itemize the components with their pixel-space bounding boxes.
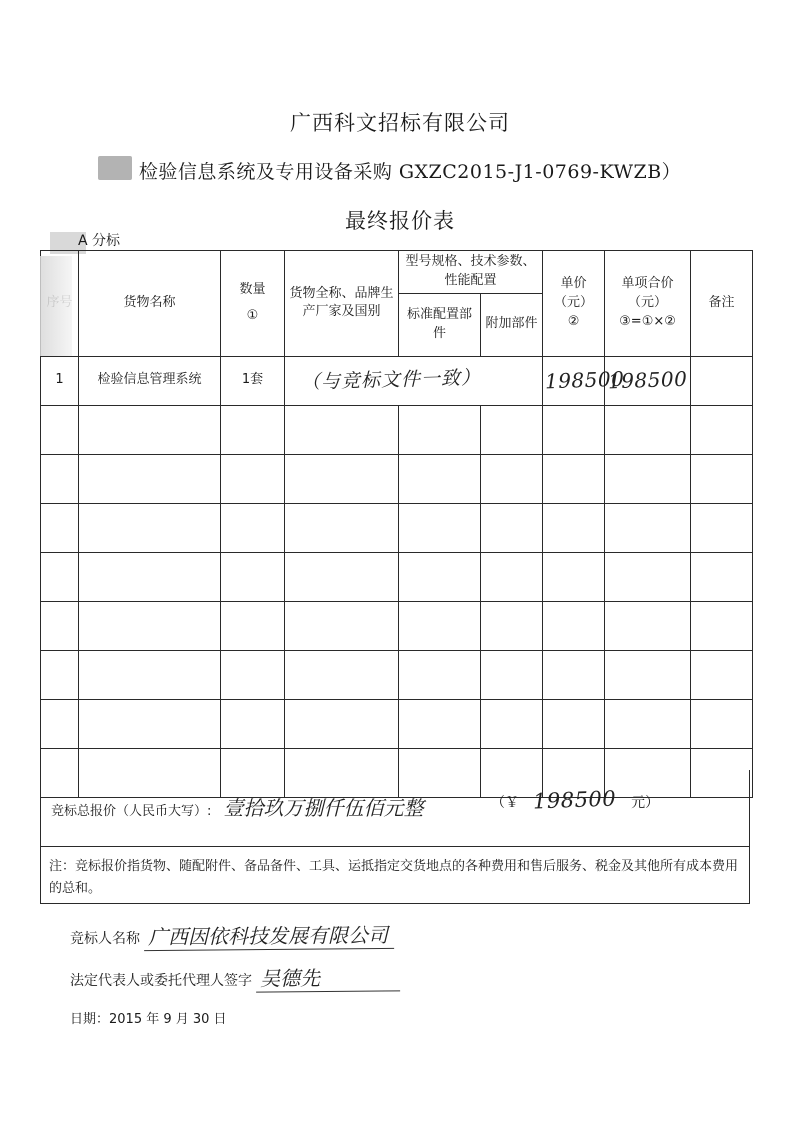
- table-row: [41, 356, 753, 405]
- cell-remarks: [691, 356, 753, 405]
- cell-quantity: 1套: [221, 356, 285, 405]
- date-line: 日期：2015 年 9 月 30 日: [70, 1012, 227, 1027]
- cell-description: [285, 356, 543, 405]
- header-goods-name: 货物名称: [79, 251, 221, 357]
- header-standard-parts: 标准配置部件: [399, 293, 481, 356]
- total-amount-words: 壹拾玖万捌仟伍佰元整: [223, 796, 424, 820]
- table-title: 最终报价表: [345, 209, 455, 233]
- header-remarks: 备注: [691, 251, 753, 357]
- project-title: 检验信息系统及专用设备采购 GXZC2015-J1-0769-KWZB）: [138, 161, 682, 183]
- total-suffix: 元）: [631, 795, 660, 811]
- table-row-empty: [41, 503, 753, 552]
- total-divider: [41, 846, 749, 847]
- table-row-empty: [41, 699, 753, 748]
- note-text: 注：竞标报价指货物、随配附件、备品备件、工具、运抵指定交货地点的各种费用和售后服务、税金及其他所有成本费用的总和。: [49, 859, 739, 896]
- scan-edge-shadow: [40, 256, 72, 356]
- table-row-empty: [41, 405, 753, 454]
- cell-unit-price: [543, 356, 625, 405]
- header-extra-parts: 附加部件: [481, 293, 543, 356]
- table-row-empty: [41, 552, 753, 601]
- header-full-name: 货物全称、品牌生产厂家及国别: [285, 251, 399, 357]
- bidder-name-handwriting: 广西因依科技发展有限公司: [144, 919, 394, 951]
- header-unit-price-mark: ②: [567, 313, 580, 329]
- cell-goods-name: 检验信息管理系统: [79, 356, 221, 405]
- representative-signature: 吴德先: [256, 961, 400, 992]
- company-title: 广西科文招标有限公司: [290, 111, 510, 135]
- total-label: 竞标总报价（人民币大写）:: [51, 804, 212, 819]
- header-spec-group: 型号规格、技术参数、性能配置: [399, 251, 543, 294]
- total-line: [51, 786, 741, 821]
- description-handwriting: （与竞标文件一致）: [300, 366, 482, 394]
- cell-line-total: [605, 356, 691, 405]
- header-line-total-mark: ③=①×②: [619, 313, 676, 329]
- total-amount-figure: [491, 788, 659, 812]
- header-line-total: [605, 251, 691, 357]
- representative-line: [70, 962, 400, 992]
- total-number: 198500: [533, 786, 618, 814]
- total-section: [40, 770, 750, 904]
- header-quantity: [221, 251, 285, 357]
- bidder-label: 竞标人名称: [70, 931, 140, 947]
- representative-label: 法定代表人或委托代理人签字: [70, 973, 252, 989]
- table-row-empty: [41, 650, 753, 699]
- lot-label: A 分标: [78, 233, 121, 249]
- total-prefix: （￥: [491, 795, 519, 811]
- table-row-empty: [41, 454, 753, 503]
- header-quantity-label: 数量: [239, 281, 266, 297]
- header-row: [41, 251, 753, 294]
- quotation-table: [40, 250, 753, 798]
- cell-seq: 1: [41, 356, 79, 405]
- header-unit-price: [543, 251, 605, 357]
- table-row-empty: [41, 601, 753, 650]
- header-unit-price-label: 单价（元）: [554, 276, 594, 310]
- bidder-line: [70, 920, 394, 950]
- unit-price-handwriting: 198500: [544, 366, 625, 394]
- header-line-total-label: 单项合价（元）: [621, 276, 674, 310]
- header-quantity-mark: ①: [246, 308, 259, 324]
- line-total-handwriting: 198500: [607, 366, 688, 394]
